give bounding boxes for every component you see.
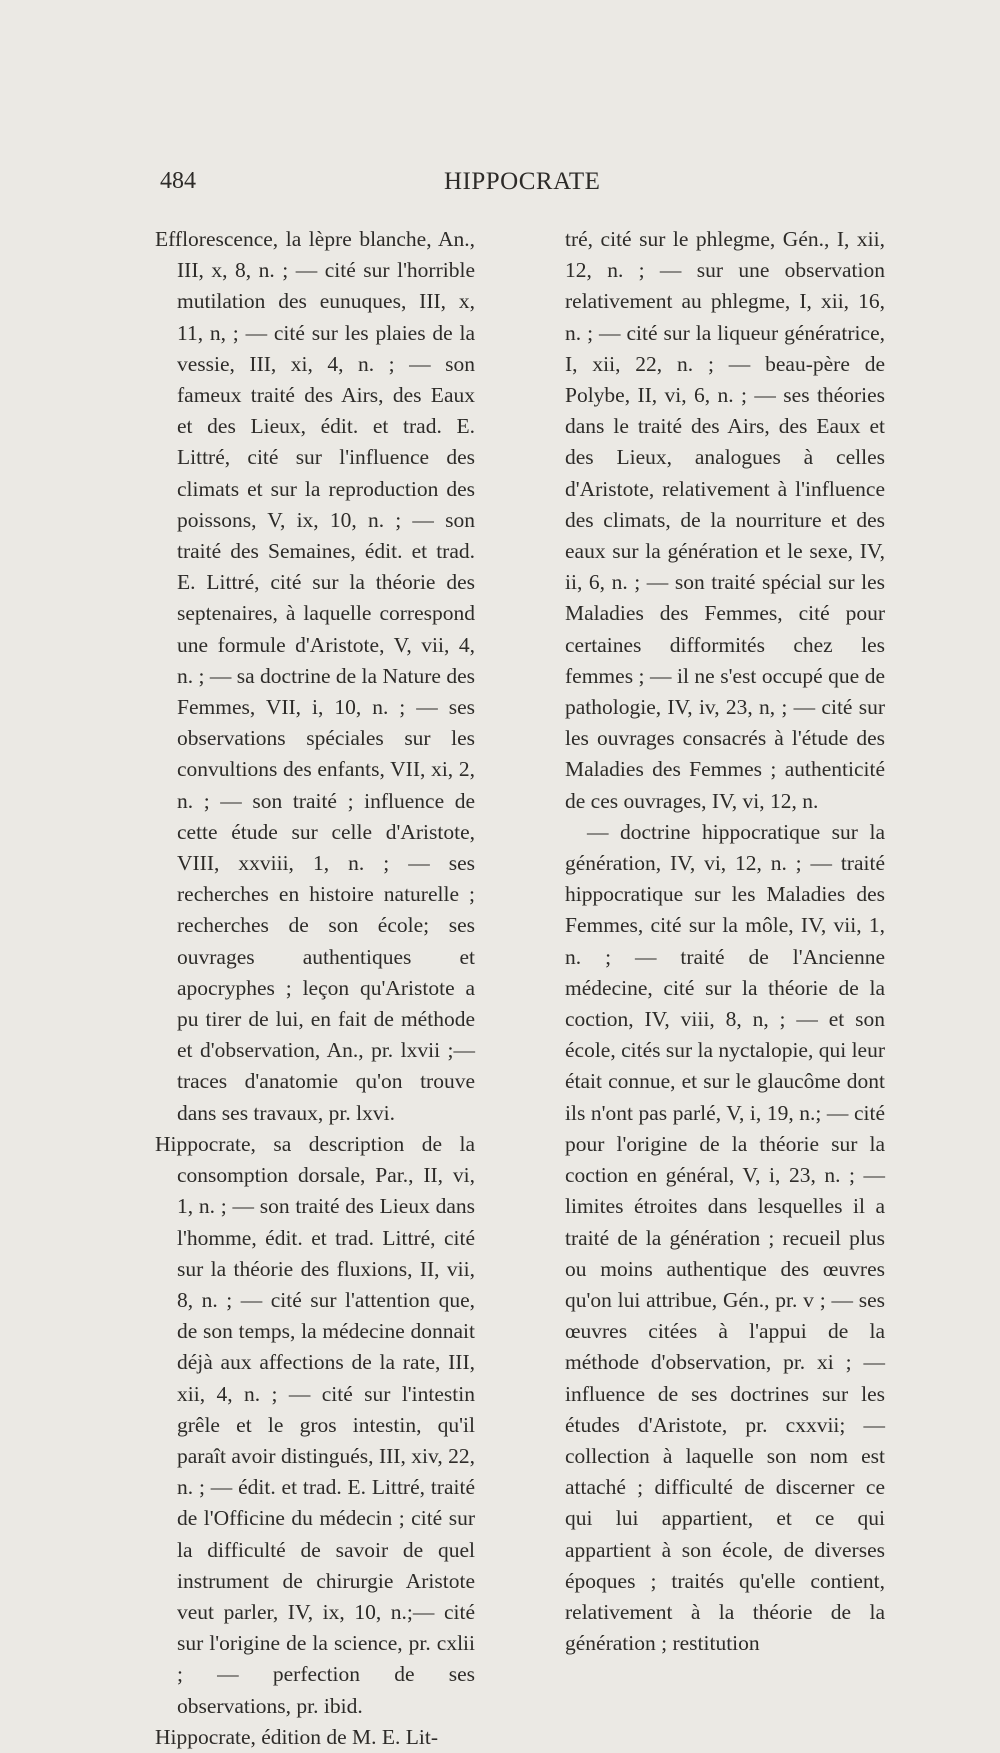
page-header xyxy=(160,168,860,208)
right-column xyxy=(565,224,885,1659)
index-entry: — doctrine hippocratique sur la génération, IV, vi, 12, n. ; — traité hippocratique sur les Maladies des Femmes, cité sur la môle, IV, vii, 1, n. ; — traité de l'Ancienne médecine, cité sur la théorie de la coction, IV, viii, 8, n, ; — et son école, cités sur la nyctalopie, qui leur était connue, et sur le glaucôme dont ils n'ont pas parlé, V, i, 19, n.; — cité pour l'origine de la théorie sur la coction en général, V, i, 23, n. ; — limites étroites dans lesquelles il a traité de la génération ; recueil plus ou moins authentique des œuvres qu'on lui attribue, Gén., pr. v ; — ses œuvres citées à l'appui de la méthode d'observation, pr. xi ; — influence de ses doctrines sur les études d'Aristote, pr. cxxvii; — collection à laquelle son nom est attaché ; difficulté de discerner ce qui lui appartient, et ce qui appartient à son école, de diverses époques ; traités qu'elle contient, relativement à la théorie de la génération ; restitution xyxy=(565,819,885,1656)
index-entry: Hippocrate, sa description de la consomption dorsale, Par., II, vi, 1, n. ; — son traité des Lieux dans l'homme, édit. et trad. Littré, cité sur la théorie des fluxions, II, vii, 8, n. ; — cité sur l'attention que, de son temps, la médecine donnait déjà aux affections de la rate, III, xii, 4, n. ; — cité sur l'intestin grêle et le gros intestin, qu'il paraît avoir distingués, III, xiv, 22, n. ; — édit. et trad. E. Littré, traité de l'Officine du médecin ; cité sur la difficulté de savoir de quel instrument de chirurgie Aristote veut parler, IV, ix, 10, n.;— cité sur l'origine de la science, pr. cxlii ; — perfection de ses observations, pr. ibid. xyxy=(155,1131,475,1718)
index-entry-continuation: tré, cité sur le phlegme, Gén., I, xii, 12, n. ; — sur une observation relativement au phlegme, I, xii, 16, n. ; — cité sur la liqueur génératrice, I, xii, 22, n. ; — beau-père de Polybe, II, vi, 6, n. ; — ses théories dans le traité des Airs, des Eaux et des Lieux, analogues à celles d'Aristote, relativement à l'influence des climats, de la nourriture et des eaux sur la génération et le sexe, IV, ii, 6, n. ; — son traité spécial sur les Maladies des Femmes, cité pour certaines difformités chez les femmes ; — il ne s'est occupé que de pathologie, IV, iv, 23, n, ; — cité sur les ouvrages consacrés à l'étude des Maladies des Femmes ; authenticité de ces ouvrages, IV, vi, 12, n. xyxy=(565,227,885,813)
running-head: HIPPOCRATE xyxy=(444,168,601,195)
left-column xyxy=(155,224,475,1753)
page-number: 484 xyxy=(160,168,196,194)
index-entry: Efflorescence, la lèpre blanche, An., III, x, 8, n. ; — cité sur l'horrible mutilation des eunuques, III, x, 11, n, ; — cité sur les plaies de la vessie, III, xi, 4, n. ; — son fameux traité des Airs, des Eaux et des Lieux, édit. et trad. E. Littré, cité sur l'influence des climats et sur la reproduction des poissons, V, ix, 10, n. ; — son traité des Semaines, édit. et trad. E. Littré, cité sur la théorie des septenaires, à laquelle correspond une formule d'Aristote, V, vii, 4, n. ; — sa doctrine de la Nature des Femmes, VII, i, 10, n. ; — ses observations spéciales sur les convultions des enfants, VII, xi, 2, n. ; — son traité ; influence de cette étude sur celle d'Aristote, VIII, xxviii, 1, n. ; — ses recherches en histoire naturelle ; recherches de son école; ses ouvrages authentiques et apocryphes ; leçon qu'Aristote a pu tirer de lui, en fait de méthode et d'observation, An., pr. lxvii ;— traces d'anatomie qu'on trouve dans ses travaux, pr. lxvi. xyxy=(155,227,475,1125)
index-entry: Hippocrate, édition de M. E. Lit- xyxy=(155,1724,439,1749)
